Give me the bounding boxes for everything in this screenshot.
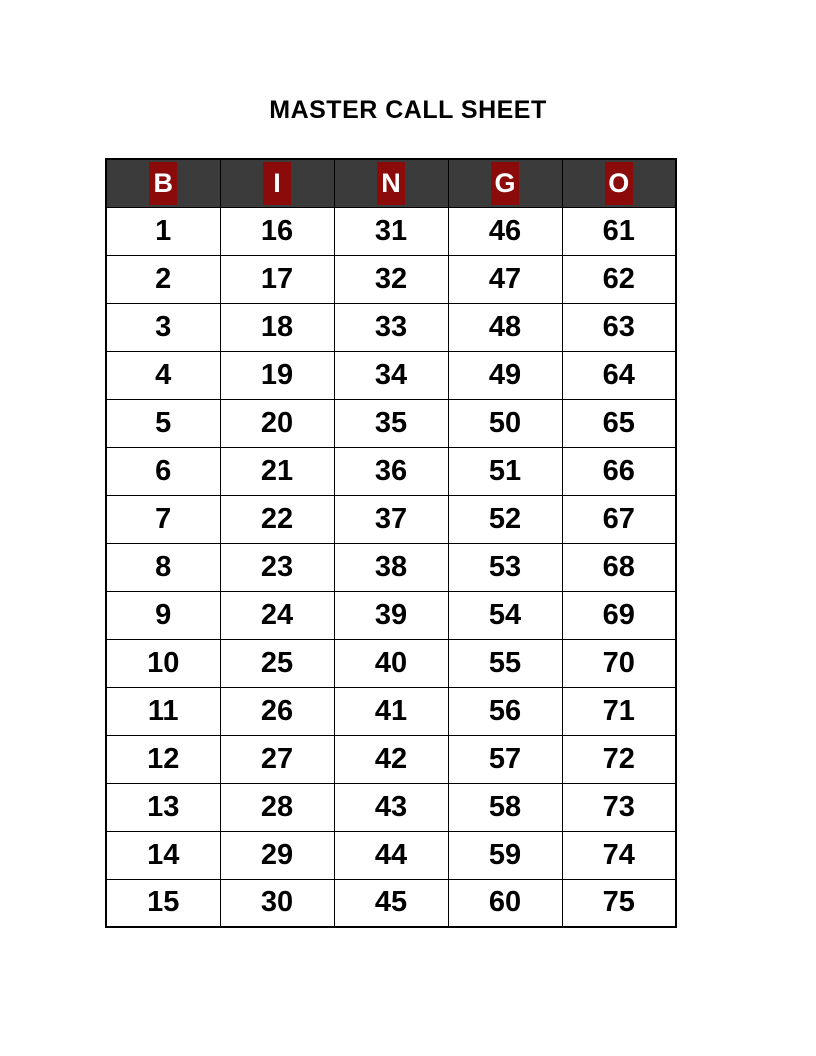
- column-letter-chip: I: [263, 162, 291, 205]
- table-row: [106, 879, 676, 927]
- number-cell: 47: [448, 255, 562, 303]
- table-row: [106, 399, 676, 447]
- number-cell: 65: [562, 399, 676, 447]
- number-cell: 75: [562, 879, 676, 927]
- number-cell: 35: [334, 399, 448, 447]
- number-cell: 66: [562, 447, 676, 495]
- number-cell: 23: [220, 543, 334, 591]
- number-cell: 48: [448, 303, 562, 351]
- number-cell: 27: [220, 735, 334, 783]
- table-row: [106, 303, 676, 351]
- number-cell: 70: [562, 639, 676, 687]
- table-row: [106, 735, 676, 783]
- number-cell: 8: [106, 543, 220, 591]
- table-row: [106, 447, 676, 495]
- number-cell: 57: [448, 735, 562, 783]
- number-cell: 3: [106, 303, 220, 351]
- number-cell: 36: [334, 447, 448, 495]
- number-cell: 24: [220, 591, 334, 639]
- number-cell: 61: [562, 207, 676, 255]
- number-cell: 26: [220, 687, 334, 735]
- number-cell: 71: [562, 687, 676, 735]
- number-cell: 28: [220, 783, 334, 831]
- number-cell: 31: [334, 207, 448, 255]
- table-row: [106, 351, 676, 399]
- number-cell: 22: [220, 495, 334, 543]
- number-cell: 38: [334, 543, 448, 591]
- number-cell: 41: [334, 687, 448, 735]
- number-cell: 1: [106, 207, 220, 255]
- column-header-O: [562, 159, 676, 207]
- number-cell: 52: [448, 495, 562, 543]
- number-cell: 32: [334, 255, 448, 303]
- number-cell: 45: [334, 879, 448, 927]
- header-row: [106, 159, 676, 207]
- number-cell: 10: [106, 639, 220, 687]
- column-letter-chip: B: [149, 162, 177, 205]
- table-row: [106, 783, 676, 831]
- number-cell: 6: [106, 447, 220, 495]
- number-cell: 37: [334, 495, 448, 543]
- bingo-call-table: [105, 158, 677, 928]
- number-cell: 11: [106, 687, 220, 735]
- table-body: [106, 207, 676, 927]
- column-header-N: [334, 159, 448, 207]
- number-cell: 67: [562, 495, 676, 543]
- number-cell: 54: [448, 591, 562, 639]
- number-cell: 56: [448, 687, 562, 735]
- number-cell: 29: [220, 831, 334, 879]
- table-row: [106, 831, 676, 879]
- number-cell: 13: [106, 783, 220, 831]
- number-cell: 63: [562, 303, 676, 351]
- number-cell: 18: [220, 303, 334, 351]
- number-cell: 72: [562, 735, 676, 783]
- number-cell: 59: [448, 831, 562, 879]
- number-cell: 39: [334, 591, 448, 639]
- number-cell: 69: [562, 591, 676, 639]
- number-cell: 5: [106, 399, 220, 447]
- number-cell: 51: [448, 447, 562, 495]
- number-cell: 73: [562, 783, 676, 831]
- number-cell: 20: [220, 399, 334, 447]
- number-cell: 40: [334, 639, 448, 687]
- column-letter-chip: N: [377, 162, 405, 205]
- number-cell: 62: [562, 255, 676, 303]
- number-cell: 53: [448, 543, 562, 591]
- table-row: [106, 639, 676, 687]
- number-cell: 34: [334, 351, 448, 399]
- table-row: [106, 207, 676, 255]
- number-cell: 44: [334, 831, 448, 879]
- column-header-B: [106, 159, 220, 207]
- number-cell: 16: [220, 207, 334, 255]
- number-cell: 17: [220, 255, 334, 303]
- number-cell: 25: [220, 639, 334, 687]
- table-row: [106, 495, 676, 543]
- number-cell: 19: [220, 351, 334, 399]
- number-cell: 9: [106, 591, 220, 639]
- number-cell: 55: [448, 639, 562, 687]
- number-cell: 12: [106, 735, 220, 783]
- column-header-G: [448, 159, 562, 207]
- column-header-I: [220, 159, 334, 207]
- page-title: MASTER CALL SHEET: [269, 96, 547, 124]
- number-cell: 21: [220, 447, 334, 495]
- number-cell: 58: [448, 783, 562, 831]
- number-cell: 68: [562, 543, 676, 591]
- number-cell: 46: [448, 207, 562, 255]
- number-cell: 7: [106, 495, 220, 543]
- table-row: [106, 687, 676, 735]
- number-cell: 30: [220, 879, 334, 927]
- table-row: [106, 543, 676, 591]
- number-cell: 60: [448, 879, 562, 927]
- number-cell: 43: [334, 783, 448, 831]
- number-cell: 4: [106, 351, 220, 399]
- number-cell: 2: [106, 255, 220, 303]
- column-letter-chip: O: [605, 162, 633, 205]
- column-letter-chip: G: [491, 162, 519, 205]
- number-cell: 64: [562, 351, 676, 399]
- number-cell: 50: [448, 399, 562, 447]
- number-cell: 49: [448, 351, 562, 399]
- number-cell: 15: [106, 879, 220, 927]
- number-cell: 42: [334, 735, 448, 783]
- table-row: [106, 591, 676, 639]
- number-cell: 14: [106, 831, 220, 879]
- number-cell: 74: [562, 831, 676, 879]
- number-cell: 33: [334, 303, 448, 351]
- table-row: [106, 255, 676, 303]
